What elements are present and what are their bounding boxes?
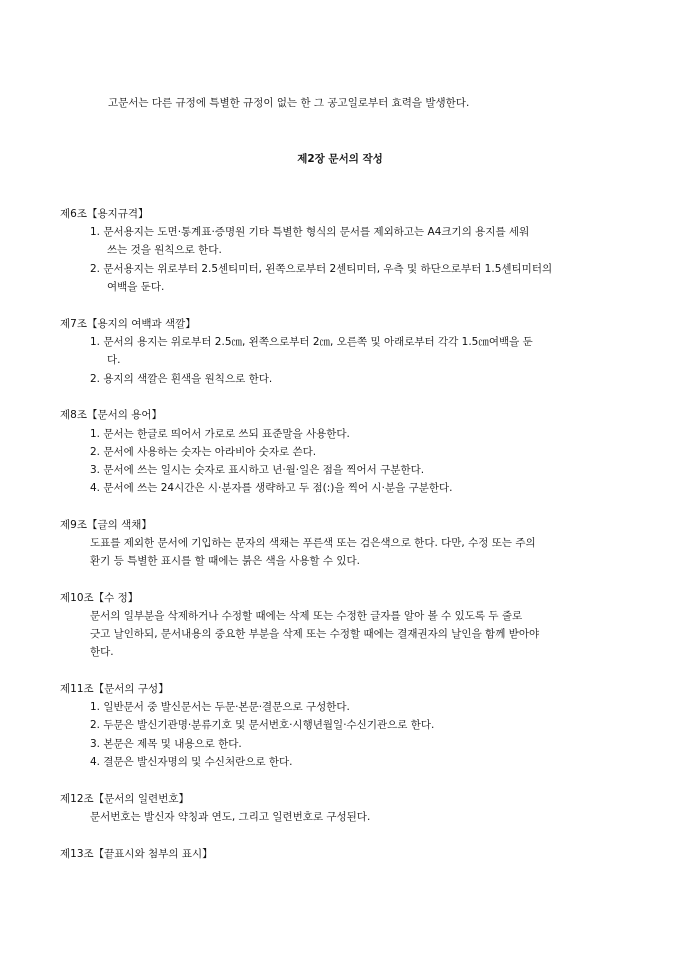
article-6-item-1: 1. 문서용지는 도면·통계표·증명원 기타 특별한 형식의 문서를 제외하고는 A4크기의 용지를 세워 (90, 226, 530, 238)
article-11-item-4: 4. 결문은 발신자명의 및 수신처란으로 한다. (90, 756, 293, 768)
article-10-line-2: 긋고 날인하되, 문서내용의 중요한 부분을 삭제 또는 수정할 때에는 결재권자의 날인을 함께 받아야 (90, 628, 540, 640)
intro-paragraph: 고문서는 다른 규정에 특별한 규정이 없는 한 그 공고일로부터 효력을 발생한다. (108, 97, 470, 109)
article-10-line-1: 문서의 일부분을 삭제하거나 수정할 때에는 삭제 또는 수정한 글자를 알아 볼 수 있도록 두 줄로 (90, 610, 523, 622)
article-6-item-1-cont: 쓰는 것을 원칙으로 한다. (107, 244, 222, 256)
article-8-item-1: 1. 문서는 한글로 띄어서 가로로 쓰되 표준말을 사용한다. (90, 428, 350, 440)
article-8-item-3: 3. 문서에 쓰는 일시는 숫자로 표시하고 년·월·일은 점을 찍어서 구분한다. (90, 464, 425, 476)
article-11-item-3: 3. 본문은 제목 및 내용으로 한다. (90, 738, 242, 750)
article-9-line-1: 도표를 제외한 문서에 기입하는 문자의 색채는 푸른색 또는 검은색으로 한다. 다만, 수정 또는 주의 (90, 537, 536, 549)
article-13-heading: 제13조【끝표시와 첨부의 표시】 (60, 848, 213, 860)
article-7-heading: 제7조【용지의 여백과 색깔】 (60, 318, 196, 330)
article-11-item-1: 1. 일반문서 중 발신문서는 두문·본문·결문으로 구성한다. (90, 701, 350, 713)
article-11-heading: 제11조【문서의 구성】 (60, 683, 169, 695)
article-7-item-1: 1. 문서의 용지는 위로부터 2.5㎝, 왼쪽으로부터 2㎝, 오른쪽 및 아래로부터 각각 1.5㎝여백을 둔 (90, 336, 533, 348)
article-10-line-3: 한다. (90, 646, 114, 658)
article-9-heading: 제9조【글의 색채】 (60, 519, 152, 531)
article-8-item-2: 2. 문서에 사용하는 숫자는 아라비아 숫자로 쓴다. (90, 446, 317, 458)
article-7-item-2: 2. 용지의 색깔은 흰색을 원칙으로 한다. (90, 373, 273, 385)
article-8-heading: 제8조【문서의 용어】 (60, 409, 163, 421)
article-12-line-1: 문서번호는 발신자 약칭과 연도, 그리고 일련번호로 구성된다. (90, 811, 371, 823)
article-11-item-2: 2. 두문은 발신기관명·분류기호 및 문서번호·시행년월일·수신기관으로 한다. (90, 719, 435, 731)
article-8-item-4: 4. 문서에 쓰는 24시간은 시·분자를 생략하고 두 점(:)을 찍어 시·분을 구분한다. (90, 482, 453, 494)
chapter-title: 제2장 문서의 작성 (297, 153, 383, 165)
article-6-item-2: 2. 문서용지는 위로부터 2.5센티미터, 왼쪽으로부터 2센티미터, 우측 및 하단으로부터 1.5센티미터의 (90, 263, 553, 275)
article-6-item-2-cont: 여백을 둔다. (107, 281, 165, 293)
article-9-line-2: 환기 등 특별한 표시를 할 때에는 붉은 색을 사용할 수 있다. (90, 555, 361, 567)
article-7-item-1-cont: 다. (107, 354, 121, 366)
article-12-heading: 제12조【문서의 일련번호】 (60, 793, 189, 805)
article-6-heading: 제6조【용지규격】 (60, 208, 149, 220)
article-10-heading: 제10조【수 정】 (60, 592, 139, 604)
